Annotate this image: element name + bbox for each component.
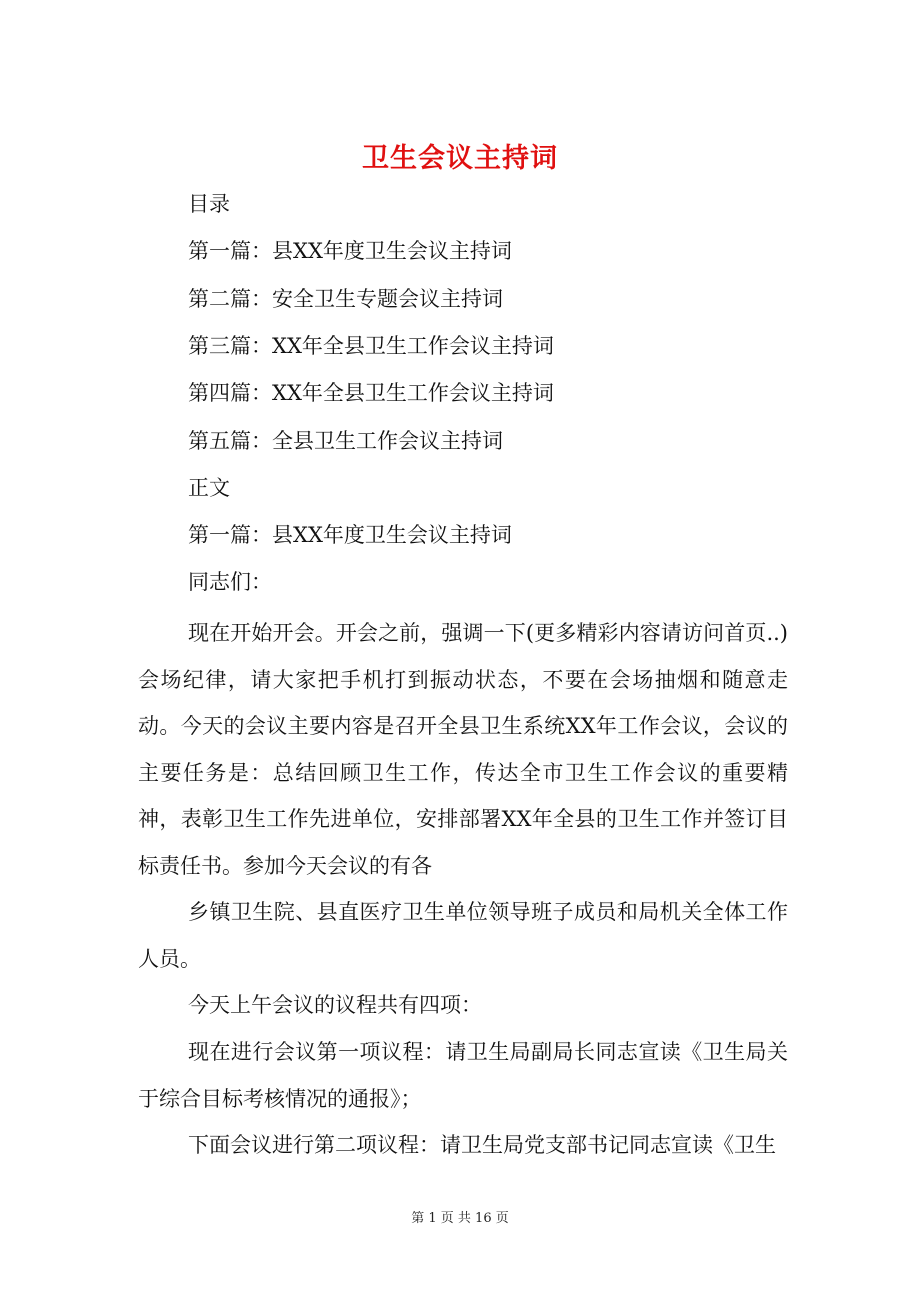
toc-heading: 目录	[188, 192, 230, 216]
body-paragraph: 乡镇卫生院、县直医疗卫生单位领导班子成员和局机关全体工作人员。	[138, 900, 788, 971]
body-paragraph: 现在开始开会。开会之前，强调一下(更多精彩内容请访问首页..)会场纪律，请大家把手机打到振动状态，不要在会场抽烟和随意走动。今天的会议主要内容是召开全县卫生系统XX年工作会议，会议的主要任务是：总结回顾卫生工作，传达全市卫生工作会议的重要精神，表彰卫生工作先进单位，安排部署XX年全县的卫生工作并签订目标责任书。参加今天会议的有各	[138, 621, 788, 878]
toc-item: 第四篇：XX年全县卫生工作会议主持词	[188, 381, 554, 405]
salutation: 同志们：	[188, 570, 272, 594]
body-paragraph: 现在进行会议第一项议程：请卫生局副局长同志宣读《卫生局关于综合目标考核情况的通报》；	[138, 1040, 788, 1111]
body-heading: 正文	[188, 476, 230, 500]
toc-item: 第一篇：县XX年度卫生会议主持词	[188, 239, 512, 263]
toc-item: 第五篇：全县卫生工作会议主持词	[188, 429, 503, 453]
document-title: 卫生会议主持词	[362, 143, 558, 174]
page-footer: 第 1 页 共 16 页	[411, 1211, 509, 1226]
body-paragraph: 下面会议进行第二项议程：请卫生局党支部书记同志宣读《卫生	[188, 1133, 776, 1157]
body-paragraph: 今天上午会议的议程共有四项：	[188, 993, 482, 1017]
toc-item: 第二篇：安全卫生专题会议主持词	[188, 287, 503, 311]
toc-item: 第三篇：XX年全县卫生工作会议主持词	[188, 334, 554, 358]
chapter-title: 第一篇：县XX年度卫生会议主持词	[188, 523, 512, 547]
